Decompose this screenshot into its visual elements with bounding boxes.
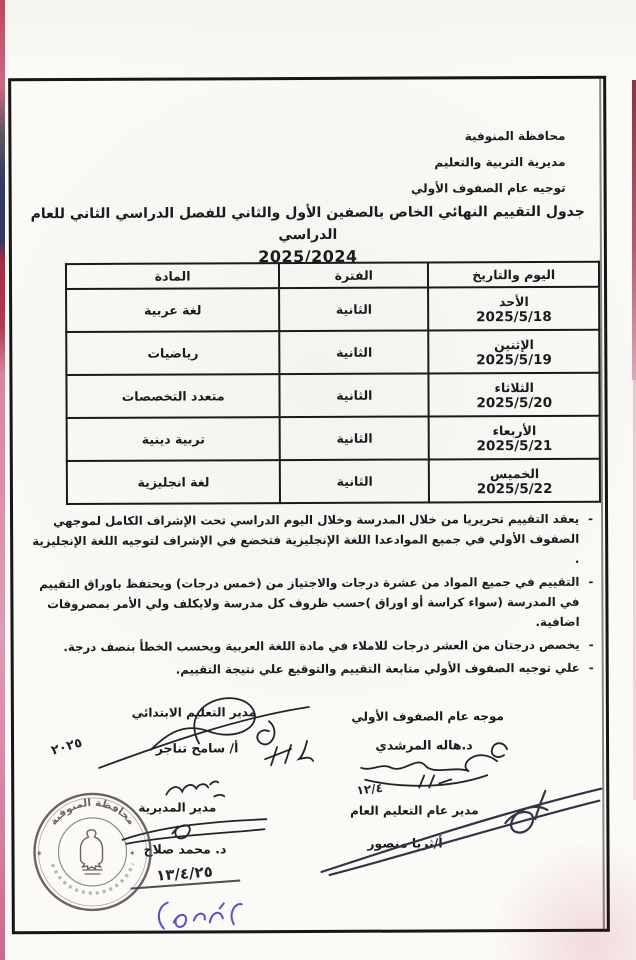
note-item [27,509,593,571]
academic-year: 2025/2024 [258,246,358,267]
table-row [66,373,599,418]
period-cell: الثانية [279,287,428,331]
table-row [66,287,599,332]
supervisor-name: د.هاله المرشدي [375,737,473,753]
subject-cell: رياضيات [66,331,279,375]
subject-cell: تربية دينية [67,417,280,461]
title-text: جدول التقييم النهائي الخاص بالصفين الأول والثاني للفصل الدراسي الثاني للعام الدراسي [30,203,585,244]
subject-cell: لغة عربية [66,288,279,332]
day-date-cell [429,287,600,331]
day-date-cell [429,373,600,417]
note-dash: - [588,511,594,526]
primary-education-name: أ/ سامح تناجر [155,740,239,756]
scan-edge-strip-left [0,0,5,960]
supervisor-title: موجه عام الصفوف الأولي [351,709,504,724]
handwritten-signature-sameh [49,683,319,784]
col-day-date: اليوم والتاريخ [428,262,599,288]
period-cell: الثانية [280,373,429,417]
official-stamp [30,790,155,915]
subject-cell: متعدد التخصصات [66,374,279,418]
directorate-title: مدير المديرية [138,800,217,815]
handwritten-date-hala: ١٢/٤ [355,780,384,798]
day-name: الإثنين [494,336,534,352]
period-cell: الثانية [279,330,428,374]
note-item [28,658,594,680]
day-name: الثلاثاء [494,379,534,395]
blue-pen-annotation [150,900,245,934]
note-item [27,572,593,634]
day-date-cell [429,416,600,460]
col-subject: المادة [66,263,279,289]
note-text: يعقد التقييم تحريريا من خلال المدرسة وخلال اليوم الدراسي تحت الإشراف الكامل لموجهي الصفوف الأولي في جميع الموادعدا اللغة الإنجليزية فتخضع في الإشراف لتوجيه اللغة الإنجليزية . [32,511,580,566]
stamp-arc-text: محافظة المنوفية [47,796,138,828]
page-border-frame [8,76,610,935]
governorate-line: محافظة المنوفية [464,128,566,144]
general-education-name: أ/ثريا منصور [367,835,443,851]
assessment-schedule-table [65,261,601,505]
directorate-name: د. محمد صلاح [143,841,227,857]
handwritten-date-mohamed: ١٣/٤/٢٥ [129,860,240,889]
table-row [67,459,600,504]
exam-date: 2025/5/21 [476,437,553,454]
day-date-cell [429,330,600,374]
exam-date: 2025/5/22 [476,480,553,497]
period-cell: الثانية [280,459,429,503]
exam-date: 2025/5/19 [476,351,552,368]
handwritten-signature-thoraya [309,779,609,880]
subject-cell: لغة انجليزية [67,460,280,504]
table-header-row [66,262,599,289]
scan-edge-strip-right [632,80,636,380]
handwritten-year-sameh: ٢٠٢٥ [49,735,85,759]
day-name: الخميس [489,465,540,481]
note-text: يخصص درجتان من العشر درجات للاملاء في مادة اللغة العربية ويحسب الخطأ بنصف درجة. [63,637,580,655]
org-letterhead [411,123,566,202]
day-date-cell [429,459,600,503]
col-period: الفترة [279,262,428,288]
svg-text:✶: ✶ [35,849,43,859]
day-name: الأحد [498,293,529,309]
svg-text:✶: ✶ [128,848,136,858]
period-cell: الثانية [280,416,429,460]
note-dash: - [588,660,594,675]
directorate-line: مديرية التربية والتعليم [434,154,566,170]
primary-education-title: مدير التعليم الابتدائي [131,705,257,720]
handwritten-approval-word [156,776,226,802]
note-text: علي توجيه الصفوف الأولي متابعة التقييم والتوقيع علي نتيجة التقييم. [175,660,580,677]
day-name: الأربعاء [492,422,537,438]
note-text: التقييم في جميع المواد من عشرة درجات والاجتياز من (خمس درجات) ويحتفظ باوراق التقييم في المدرسة (سواء كراسة أو اوراق )حسب ظروف كل مدرسة ولايكلف ولي الأمر بمصروفات اضافية. [39,574,580,630]
table-row [66,330,599,375]
exam-date: 2025/5/18 [476,308,552,325]
note-dash: - [588,574,594,589]
table-row [67,416,600,461]
eagle-emblem-icon [80,830,102,869]
document-title [22,201,594,269]
note-item [28,635,594,657]
exam-date: 2025/5/20 [476,394,553,411]
guidance-line: توجيه عام الصفوف الأولي [410,180,566,196]
note-dash: - [588,637,594,652]
notes-list [27,509,594,683]
general-education-title: مدير عام التعليم العام [350,803,479,818]
